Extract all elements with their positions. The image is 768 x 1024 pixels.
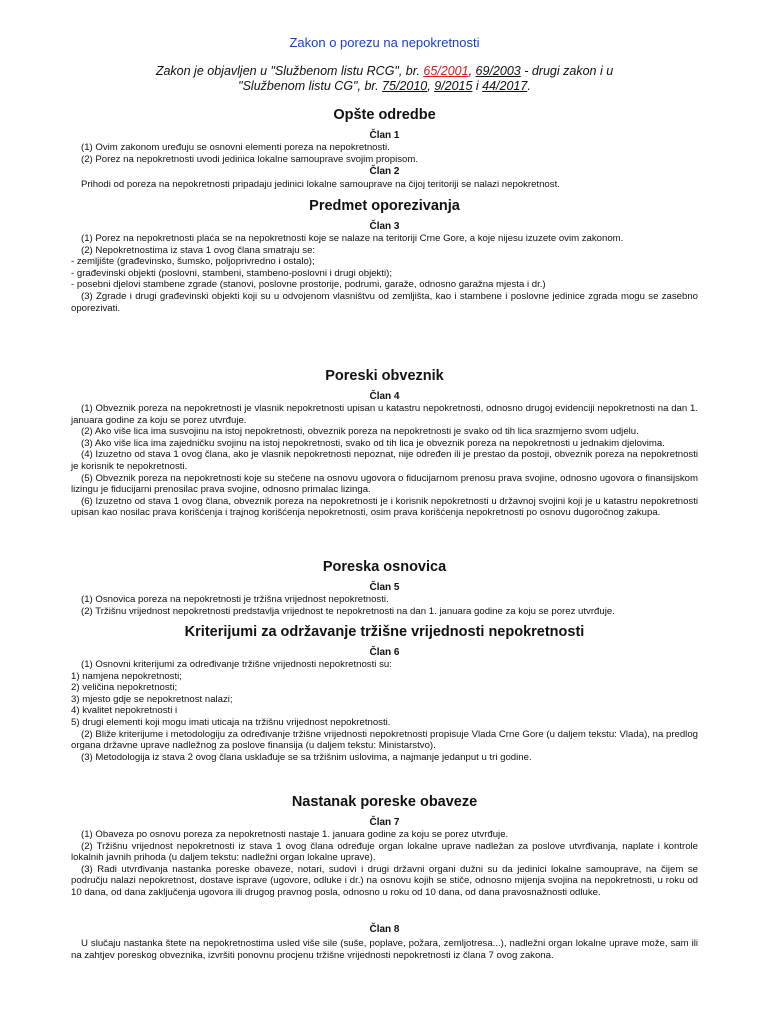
list-item: - građevinski objekti (poslovni, stambeni, stambeno-poslovni i drugi objekti); bbox=[71, 267, 393, 279]
gazette-link-65-2001[interactable]: 65/2001 bbox=[423, 64, 469, 78]
list-item: - posebni djelovi stambene zgrade (stanovi, poslovne prostorije, podrumi, garaže, odnosno garažna mjesta i dr.) bbox=[71, 279, 546, 291]
article-5-body bbox=[71, 594, 698, 617]
paragraph: (1) Obaveza po osnovu poreza za nepokretnosti nastaje 1. januara godine za koju se porez utvrđuje. bbox=[81, 829, 509, 840]
article-heading-2: Član 2 bbox=[369, 166, 400, 177]
paragraph: (2) Nepokretnostima iz stava 1 ovog člana smatraju se: bbox=[81, 244, 316, 256]
paragraph: (3) Zgrade i drugi građevinski objekti koji su u odvojenom vlasništvu od zemljišta, kao i stambene i poslovne jedinice zgrada mogu se zasebno oporezivati. bbox=[71, 290, 698, 314]
article-6-body bbox=[71, 659, 698, 763]
paragraph: Prihodi od poreza na nepokretnosti pripadaju jedinici lokalne samouprave na čijoj teritoriji se nalazi nepokretnost. bbox=[81, 179, 560, 190]
list-item: 1) namjena nepokretnosti; bbox=[71, 670, 182, 682]
paragraph: (6) Izuzetno od stava 1 ovog člana, obveznik poreza na nepokretnosti je i korisnik nepokretnosti u državnoj svojini koji je u katastru nepokretnosti upisan kao nosilac prava korišćenja i trajnog korišćenja nepokretnosti, osim prava korišćenja nepokretnosti po osnovu dugoročnog zakupa. bbox=[71, 495, 698, 519]
gazette-link-75-2010[interactable]: 75/2010 bbox=[382, 79, 428, 93]
paragraph: (2) Porez na nepokretnosti uvodi jedinica lokalne samouprave svojim propisom. bbox=[81, 153, 419, 165]
paragraph: (1) Ovim zakonom uređuju se osnovni elementi poreza na nepokretnosti. bbox=[81, 142, 390, 153]
article-heading-4: Član 4 bbox=[369, 391, 400, 402]
gazette-link-69-2003[interactable]: 69/2003 bbox=[475, 64, 521, 78]
paragraph: (3) Ako više lica ima zajedničku svojinu na istoj nepokretnosti, svako od tih lica je obveznik poreza na nepokretnosti u jednakim djelovima. bbox=[81, 437, 665, 449]
article-4-body bbox=[71, 403, 698, 519]
article-heading-5: Član 5 bbox=[369, 582, 400, 593]
paragraph: (2) Ako više lica ima susvojinu na istoj nepokretnosti, obveznik poreza na nepokretnosti je svako od tih lica srazmjerno svom udjelu. bbox=[81, 426, 639, 438]
publication-note bbox=[71, 64, 698, 94]
paragraph: U slučaju nastanka štete na nepokretnostima usled više sile (suše, poplave, požara, zemljotresa...), nadležni organ lokalne uprave može, sam ili na zahtjev poreskog obveznika, izvršiti ponovnu procjenu tržišne vrijednosti nepokretnosti iz člana 7 ovog zakona. bbox=[71, 938, 698, 961]
section-heading-predmet-oporezivanja: Predmet oporezivanja bbox=[309, 198, 460, 214]
paragraph: (2) Bliže kriterijume i metodologiju za određivanje tržišne vrijednosti nepokretnosti propisuje Vlada Crne Gore (u daljem tekstu: Vlada), na predlog organa državne uprave nadležnog za poslove finansija (u daljem tekstu: Ministarstvo). bbox=[71, 728, 698, 752]
paragraph: (1) Osnovni kriterijumi za određivanje tržišne vrijednosti nepokretnosti su: bbox=[81, 659, 392, 670]
publication-line1: Zakon je objavljen u "Službenom listu RCG", br. 65/2001, 69/2003 - drugi zakon i u bbox=[155, 64, 614, 78]
paragraph: (2) Tržišnu vrijednost nepokretnosti iz stava 1 ovog člana određuje organ lokalne uprave nadležan za poslove utvrđivanja, naplate i kontrole lokalnih javnih prihoda (u daljem tekstu: nadležni organ lokalne uprave). bbox=[71, 840, 698, 864]
gazette-link-9-2015[interactable]: 9/2015 bbox=[434, 79, 473, 93]
article-7-body bbox=[71, 829, 698, 899]
section-heading-poreski-obveznik: Poreski obveznik bbox=[325, 368, 444, 384]
article-2-body bbox=[71, 179, 698, 191]
paragraph: (3) Metodologija iz stava 2 ovog člana usklađuje se sa tržišnim uslovima, a najmanje jedanput u tri godine. bbox=[81, 751, 532, 763]
paragraph: (3) Radi utvrđivanja nastanka poreske obaveze, notari, sudovi i drugi državni organi dužni su da jedinici lokalne samouprave, na čijem se području nalazi nepokretnost, dostave isprave (ugovore, odluke i dr.) na osnovu kojih se stiče, odnosno mijenja svojina na nepokretnosti, u roku od 10 dana, od dana zaključenja ugovora ili drugog pravnog posla, odnosno u roku od 10 dana, od dana pravosnažnosti odluke. bbox=[71, 863, 698, 898]
paragraph: (2) Tržišnu vrijednost nepokretnosti predstavlja vrijednost te nepokretnosti na dan 1. januara godine za koju se porez utvrđuje. bbox=[81, 605, 615, 617]
paragraph: (5) Obveznik poreza na nepokretnosti koje su stečene na osnovu ugovora o fiducijarnom prenosu prava svojine, odnosno ugovora o finansijskom lizingu je fiducijarni prenosilac prava svojine, odnosno primalac lizinga. bbox=[71, 472, 698, 496]
section-heading-kriterijumi: Kriterijumi za održavanje tržišne vrijednosti nepokretnosti bbox=[184, 624, 585, 640]
article-heading-6: Član 6 bbox=[369, 647, 400, 658]
section-heading-poreska-osnovica: Poreska osnovica bbox=[322, 559, 447, 575]
list-item: 4) kvalitet nepokretnosti i bbox=[71, 705, 178, 717]
paragraph: (1) Osnovica poreza na nepokretnosti je tržišna vrijednost nepokretnosti. bbox=[81, 594, 389, 605]
section-heading-opste-odredbe: Opšte odredbe bbox=[333, 107, 436, 123]
list-item: - zemljište (građevinsko, šumsko, poljoprivredno i ostalo); bbox=[71, 256, 315, 268]
paragraph: (1) Porez na nepokretnosti plaća se na nepokretnosti koje se nalaze na teritoriji Crne Gore, a koje nijesu izuzete ovim zakonom. bbox=[81, 233, 624, 244]
section-heading-nastanak-poreske-obaveze: Nastanak poreske obaveze bbox=[291, 794, 478, 810]
paragraph: (4) Izuzetno od stava 1 ovog člana, ako je vlasnik nepokretnosti nepoznat, nije određen ili je prestao da postoji, obveznik poreza na nepokretnosti je korisnik te nepokretnosti. bbox=[71, 449, 698, 472]
article-heading-7: Član 7 bbox=[369, 817, 400, 828]
article-1-body bbox=[71, 142, 698, 165]
list-item: 3) mjesto gdje se nepokretnost nalazi; bbox=[71, 693, 233, 705]
list-item: 2) veličina nepokretnosti; bbox=[71, 682, 178, 694]
list-item: 5) drugi elementi koji mogu imati uticaja na tržišnu vrijednost nepokretnosti. bbox=[71, 716, 391, 728]
publication-line2: "Službenom listu CG", br. 75/2010, 9/2015 i 44/2017. bbox=[238, 79, 531, 93]
document-title: Zakon o porezu na nepokretnosti bbox=[289, 35, 480, 50]
paragraph: (1) Obveznik poreza na nepokretnosti je vlasnik nepokretnosti upisan u katastru nepokretnosti, odnosno drugoj evidenciji nepokretnosti na dan 1. januara godine za koju se porez utvrđuje. bbox=[71, 403, 698, 426]
article-8-body bbox=[71, 938, 698, 961]
article-heading-3: Član 3 bbox=[369, 221, 400, 232]
article-3-body bbox=[71, 233, 698, 314]
gazette-link-44-2017[interactable]: 44/2017 bbox=[482, 79, 528, 93]
article-heading-8: Član 8 bbox=[369, 924, 400, 935]
article-heading-1: Član 1 bbox=[369, 130, 400, 141]
